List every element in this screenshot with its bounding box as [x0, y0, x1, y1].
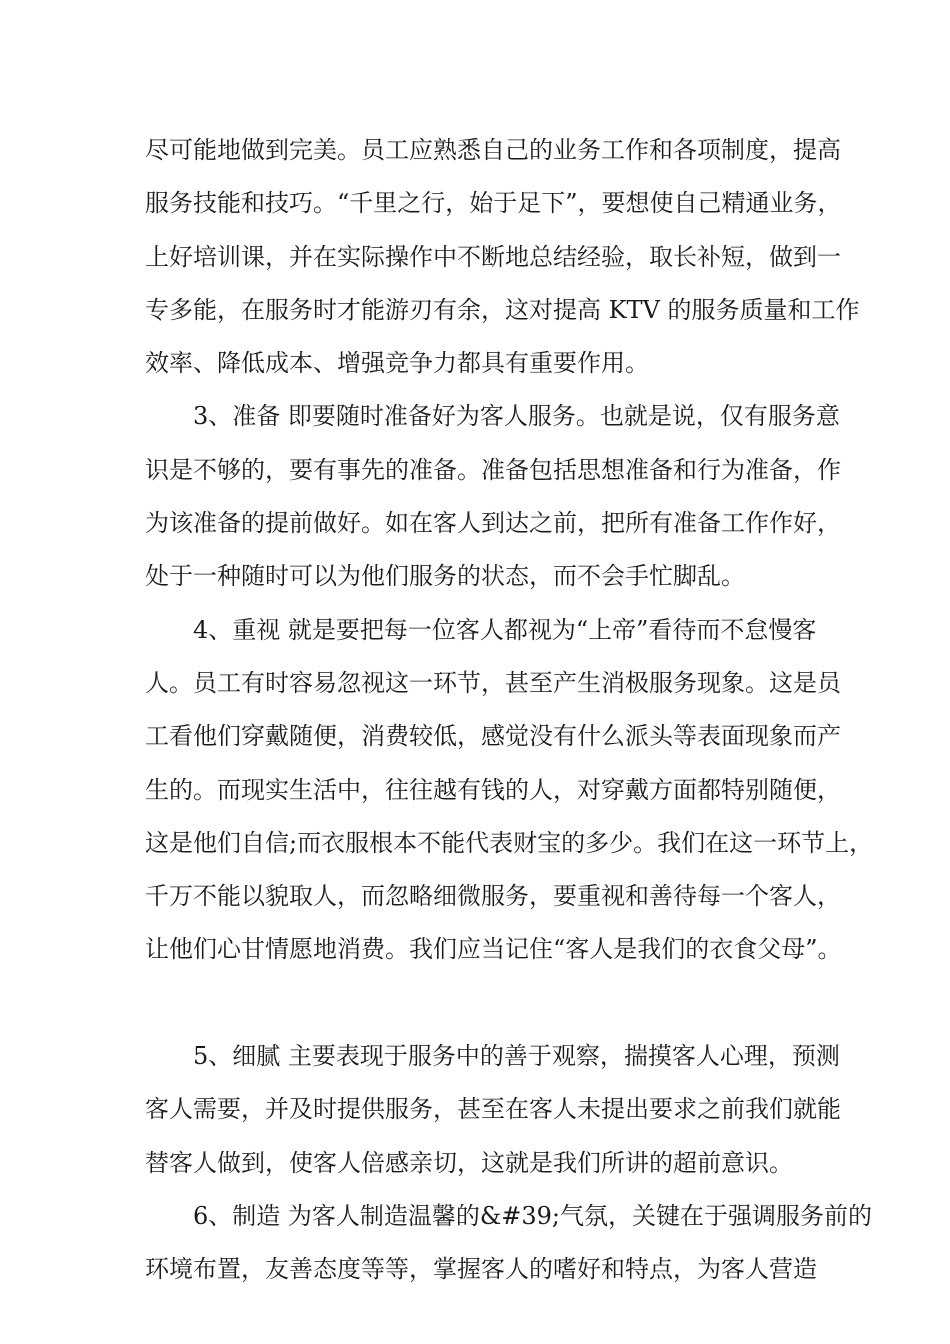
text-line: 生的。而现实生活中，往往越有钱的人，对穿戴方面都特别随便， — [145, 775, 841, 804]
text-line: 替客人做到，使客人倍感亲切，这就是我们所讲的超前意识。 — [145, 1148, 793, 1177]
text-line: 千万不能以貌取人，而忽略细微服务，要重视和善待每一个客人， — [145, 882, 841, 911]
text-line: 效率、降低成本、增强竞争力都具有重要作用。 — [145, 349, 649, 378]
paragraph-start-6: 6、制造 为客人制造温馨的&#39;气氛，关键在于强调服务前的 — [193, 1201, 872, 1230]
text-line: 环境布置，友善态度等等，掌握客人的嗜好和特点，为客人营造 — [145, 1255, 817, 1284]
paragraph-start-4: 4、重视 就是要把每一位客人都视为“上帝”看待而不怠慢客 — [193, 615, 817, 644]
paragraph-gap — [145, 977, 825, 1030]
text-line: 让他们心甘情愿地消费。我们应当记住“客人是我们的衣食父母”。 — [145, 935, 842, 964]
text-line: 识是不够的，要有事先的准备。准备包括思想准备和行为准备，作 — [145, 455, 841, 484]
text-line: 上好培训课，并在实际操作中不断地总结经验，取长补短，做到一 — [145, 242, 841, 271]
text-line: 为该准备的提前做好。如在客人到达之前，把所有准备工作作好， — [145, 509, 841, 538]
text-line: 工看他们穿戴随便，消费较低，感觉没有什么派头等表面现象而产 — [145, 722, 841, 751]
text-line: 这是他们自信;而衣服根本不能代表财宝的多少。我们在这一环节上， — [145, 828, 874, 857]
text-line: 服务技能和技巧。“千里之行，始于足下”，要想使自己精通业务， — [145, 189, 842, 218]
paragraph-start-3: 3、准备 即要随时准备好为客人服务。也就是说，仅有服务意 — [193, 402, 840, 431]
text-line: 客人需要，并及时提供服务，甚至在客人未提出要求之前我们就能 — [145, 1095, 841, 1124]
text-line: 处于一种随时可以为他们服务的状态，而不会手忙脚乱。 — [145, 562, 745, 591]
text-line: 专多能，在服务时才能游刃有余，这对提高 KTV 的服务质量和工作 — [145, 295, 860, 324]
document-body — [145, 124, 874, 1297]
text-line: 尽可能地做到完美。员工应熟悉自己的业务工作和各项制度，提高 — [145, 136, 841, 164]
text-line: 人。员工有时容易忽视这一环节，甚至产生消极服务现象。这是员 — [145, 668, 841, 697]
paragraph-start-5: 5、细腻 主要表现于服务中的善于观察，揣摸客人心理，预测 — [193, 1042, 840, 1071]
